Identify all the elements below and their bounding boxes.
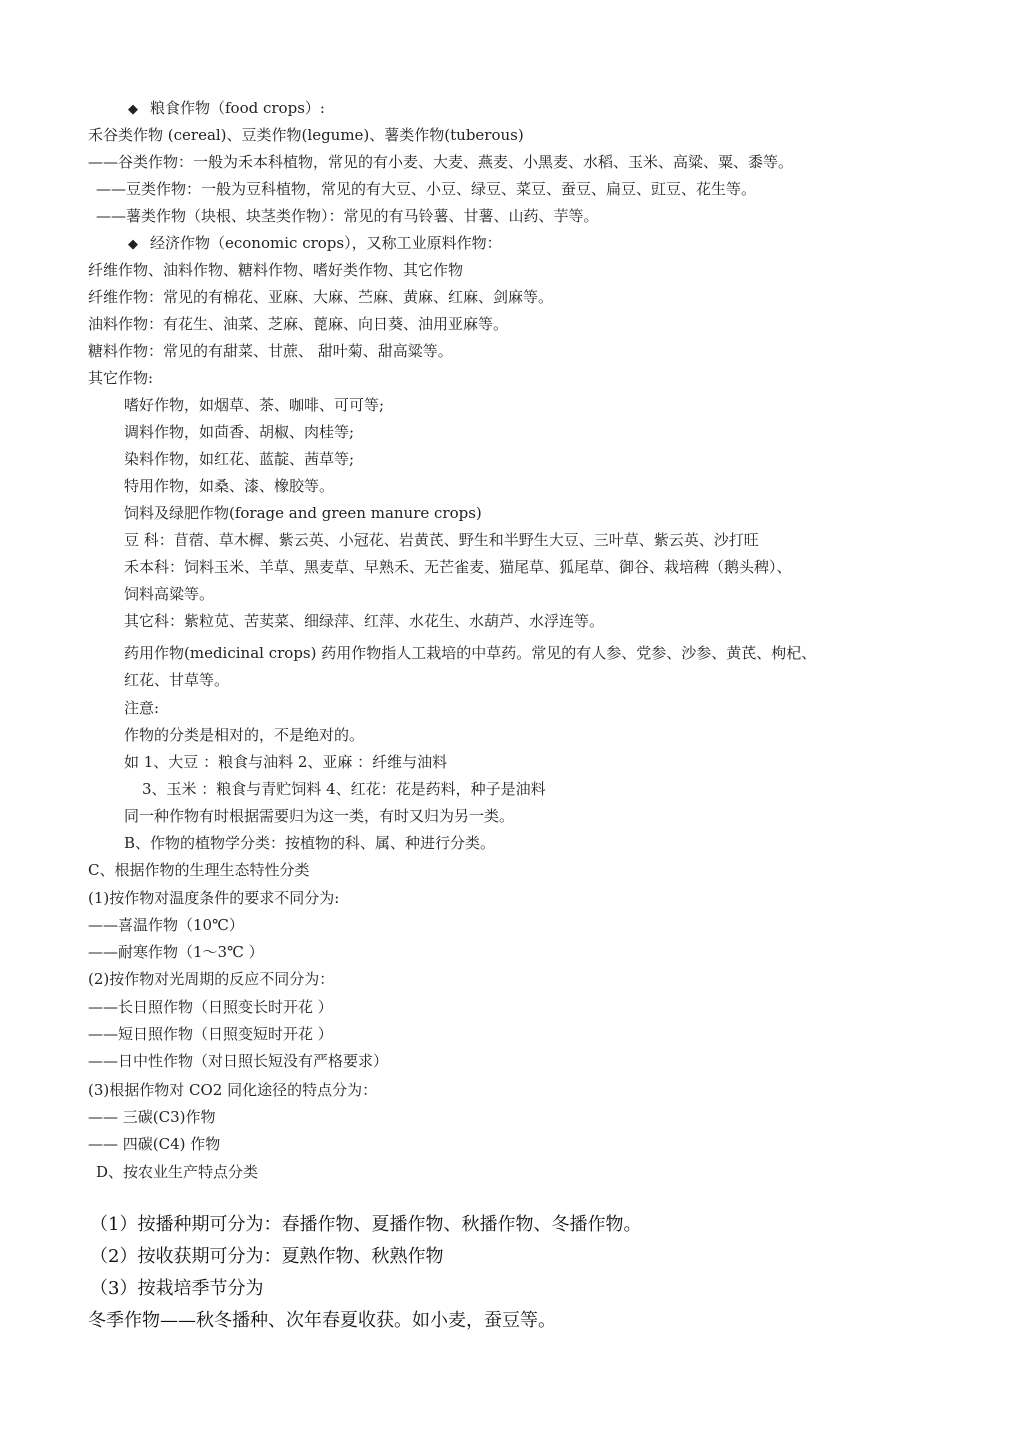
text-line: 纤维作物、油料作物、糖料作物、嗜好类作物、其它作物 <box>88 261 464 279</box>
text-line: 调料作物，如茴香、胡椒、肉桂等; <box>124 423 355 441</box>
text-line: B、作物的植物学分类：按植物的科、属、种进行分类。 <box>124 834 496 852</box>
text-line: (3)根据作物对 CO2 同化途径的特点分为： <box>88 1081 378 1099</box>
text-line: ——日中性作物（对日照长短没有严格要求） <box>88 1052 389 1070</box>
diamond-bullet-icon: ◆ <box>128 102 138 117</box>
text-line: ——喜温作物（10℃） <box>88 916 244 934</box>
text-line: 豆 科：苜蓿、草木樨、紫云英、小冠花、岩黄芪、野生和半野生大豆、三叶草、紫云英、沙打旺 <box>124 531 759 549</box>
food-crops-heading: ◆ 粮食作物（food crops）: <box>128 98 325 120</box>
text-line: —— 四碳(C4) 作物 <box>88 1135 221 1153</box>
text-line: 冬季作物——秋冬播种、次年春夏收获。如小麦，蚕豆等。 <box>88 1310 556 1331</box>
text-line: (2)按作物对光周期的反应不同分为： <box>88 970 335 988</box>
text-line: ——长日照作物（日照变长时开花 ） <box>88 998 333 1016</box>
text-line: 作物的分类是相对的，不是绝对的。 <box>124 726 365 744</box>
text-line: ——薯类作物（块根、块茎类作物）：常见的有马铃薯、甘薯、山药、芋等。 <box>96 207 599 225</box>
text-line: 禾本科：饲料玉米、羊草、黑麦草、早熟禾、无芒雀麦、猫尾草、狐尾草、御谷、栽培稗（鹅头稗）、 <box>124 558 792 576</box>
text-line: （2）按收获期可分为：夏熟作物、秋熟作物 <box>90 1246 444 1267</box>
text-line: 饲料高粱等。 <box>124 585 215 603</box>
text-line: C、根据作物的生理生态特性分类 <box>88 861 310 879</box>
text-line: 饲料及绿肥作物(forage and green manure crops) <box>124 504 482 522</box>
text-line: 药用作物(medicinal crops) 药用作物指人工栽培的中草药。常见的有人参、党参、沙参、黄芪、枸杞、 <box>124 644 817 662</box>
text-line: 其它科：紫粒苋、苦荬菜、细绿萍、红萍、水花生、水葫芦、水浮连等。 <box>124 612 605 630</box>
text-line: 纤维作物：常见的有棉花、亚麻、大麻、苎麻、黄麻、红麻、剑麻等。 <box>88 288 554 306</box>
text-line: ——短日照作物（日照变短时开花 ） <box>88 1025 333 1043</box>
text-line: 3、玉米 ：粮食与青贮饲料 4、红花：花是药料，种子是油料 <box>142 780 546 798</box>
text-line: 红花、甘草等。 <box>124 671 230 689</box>
diamond-bullet-icon: ◆ <box>128 237 138 252</box>
text-line: 染料作物，如红花、蓝靛、茜草等; <box>124 450 355 468</box>
text-line: 禾谷类作物 (cereal)、豆类作物(legume)、薯类作物(tuberous) <box>88 126 524 144</box>
text-line: （3）按栽培季节分为 <box>90 1278 264 1299</box>
text-line: 糖料作物：常见的有甜菜、甘蔗、 甜叶菊、甜高粱等。 <box>88 342 453 360</box>
text-line: (1)按作物对温度条件的要求不同分为: <box>88 889 340 907</box>
text-line: ——谷类作物：一般为禾本科植物，常见的有小麦、大麦、燕麦、小黑麦、水稻、玉米、高粱、粟、黍等。 <box>88 153 794 171</box>
text-line: D、按农业生产特点分类 <box>96 1163 259 1181</box>
text-line: 如 1、大豆 ：粮食与油料 2、亚麻 ：纤维与油料 <box>124 753 448 771</box>
economic-crops-heading: ◆ 经济作物（economic crops），又称工业原料作物： <box>128 233 502 255</box>
text-line: （1）按播种期可分为：春播作物、夏播作物、秋播作物、冬播作物。 <box>90 1214 642 1235</box>
text-line: ——耐寒作物（1～3℃ ） <box>88 943 264 961</box>
text-line: ——豆类作物：一般为豆科植物，常见的有大豆、小豆、绿豆、菜豆、蚕豆、扁豆、豇豆、花生等。 <box>96 180 757 198</box>
text-line: 注意: <box>124 699 160 717</box>
text-line: 油料作物：有花生、油菜、芝麻、蓖麻、向日葵、油用亚麻等。 <box>88 315 509 333</box>
text-line: 同一种作物有时根据需要归为这一类，有时又归为另一类。 <box>124 807 515 825</box>
text-line: —— 三碳(C3)作物 <box>88 1108 216 1126</box>
text-line: 嗜好作物，如烟草、茶、咖啡、可可等; <box>124 396 385 414</box>
text-line: 特用作物，如桑、漆、橡胶等。 <box>124 477 335 495</box>
text-line: 其它作物: <box>88 369 154 387</box>
